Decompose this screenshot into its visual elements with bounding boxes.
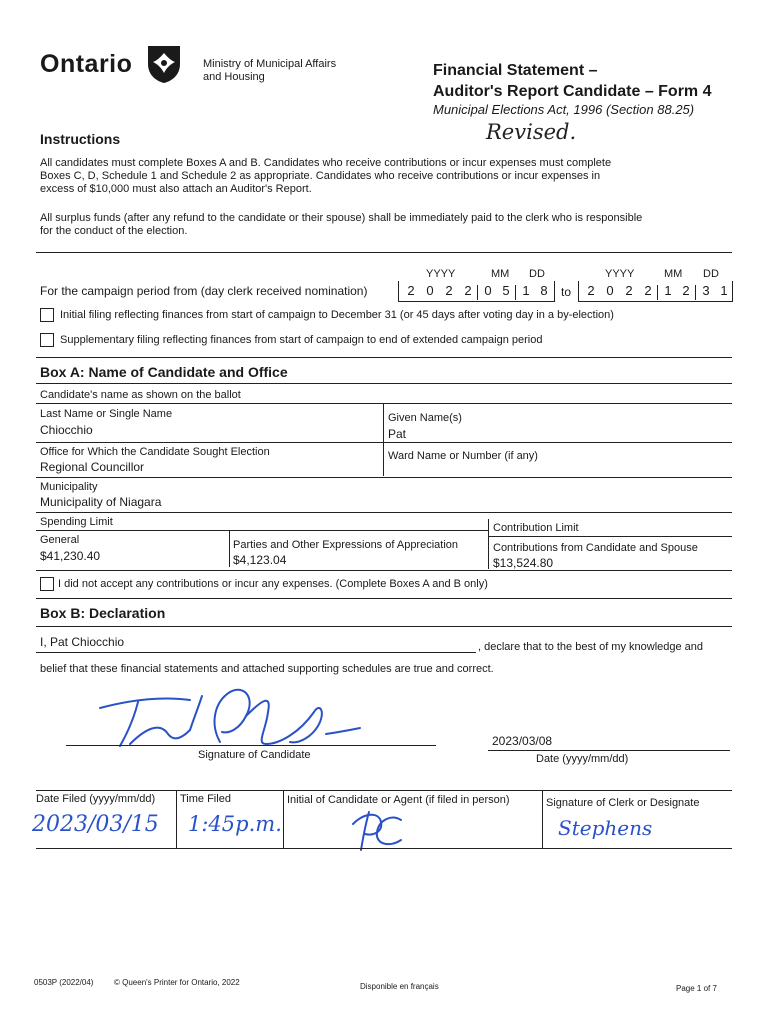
from-digit: 8: [540, 283, 548, 298]
from-digit: 2: [407, 283, 415, 298]
divider: [36, 570, 732, 571]
given-name-value[interactable]: Pat: [388, 427, 407, 441]
divider: [36, 598, 732, 599]
last-name-value[interactable]: Chiocchio: [40, 423, 93, 437]
from-digit: 0: [426, 283, 434, 298]
to-digit: 2: [682, 283, 690, 298]
signature-label: Signature of Candidate: [198, 749, 311, 761]
ballot-name-note: Candidate's name as shown on the ballot: [40, 389, 241, 401]
to-mm-label: MM: [664, 268, 683, 280]
instructions-heading: Instructions: [40, 131, 121, 147]
last-name-label: Last Name or Single Name: [40, 408, 173, 420]
time-filed-cell[interactable]: [180, 790, 280, 848]
to-yyyy-label: YYYY: [605, 268, 635, 280]
from-digit: 5: [502, 283, 510, 298]
initial-handwritten-icon: [345, 806, 405, 854]
municipality-label: Municipality: [40, 481, 98, 493]
to-label: to: [561, 285, 572, 299]
divider: [36, 477, 732, 478]
municipality-value[interactable]: Municipality of Niagara: [40, 495, 162, 509]
copyright: © Queen's Printer for Ontario, 2022: [114, 978, 240, 987]
parties-limit-label: Parties and Other Expressions of Appreciation: [233, 539, 459, 551]
divider: [36, 442, 732, 443]
supplementary-filing-label: Supplementary filing reflecting finances from start of campaign to end of extended campaign period: [60, 334, 543, 346]
divider: [36, 357, 732, 358]
divider: [36, 626, 732, 627]
date-filed-label: Date Filed (yyyy/mm/dd): [36, 793, 156, 805]
contributions-label: Contributions from Candidate and Spouse: [493, 542, 698, 554]
time-filed-handwritten: 1:45p.m.: [188, 812, 282, 836]
to-dd-label: DD: [703, 268, 719, 280]
general-limit-value[interactable]: $41,230.40: [40, 549, 101, 563]
from-date-field[interactable]: [398, 281, 555, 302]
from-yyyy-label: YYYY: [426, 268, 456, 280]
declarant-name[interactable]: I, Pat Chiocchio: [40, 635, 125, 649]
handwritten-revised-note: Revised.: [486, 120, 577, 144]
form-number: 0503P (2022/04): [34, 978, 94, 987]
ward-label: Ward Name or Number (if any): [388, 450, 538, 462]
initial-filing-label: Initial filing reflecting finances from start of campaign to December 31 (or 45 days after voting day in a by-election): [60, 309, 614, 321]
from-mm-label: MM: [491, 268, 510, 280]
field-separator: [695, 285, 696, 300]
declaration-text: , declare that to the best of my knowledge and: [478, 641, 704, 653]
given-name-label: Given Name(s): [388, 412, 462, 424]
declarant-underline: [36, 652, 476, 653]
to-digit: 2: [625, 283, 633, 298]
to-digit: 0: [606, 283, 614, 298]
no-contributions-label: I did not accept any contributions or incur any expenses. (Complete Boxes A and B only): [58, 578, 488, 590]
to-digit: 1: [664, 283, 672, 298]
office-label: Office for Which the Candidate Sought Election: [40, 446, 270, 458]
field-separator: [515, 285, 516, 300]
campaign-period-label: For the campaign period from (day clerk received nomination): [40, 284, 368, 298]
to-digit: 2: [644, 283, 652, 298]
column-divider: [283, 790, 284, 848]
declaration-date-label: Date (yyyy/mm/dd): [536, 753, 629, 765]
to-digit: 1: [720, 283, 728, 298]
trillium-logo-icon: [146, 44, 182, 84]
supplementary-filing-checkbox[interactable]: [40, 333, 54, 347]
contribution-limit-label: Contribution Limit: [493, 522, 579, 534]
column-divider: [542, 790, 543, 848]
form-title: Financial Statement – Auditor's Report Candidate – Form 4: [433, 62, 712, 100]
divider: [36, 848, 732, 849]
general-limit-label: General: [40, 534, 80, 546]
from-digit: 2: [464, 283, 472, 298]
field-separator: [477, 285, 478, 300]
candidate-signature-icon: [90, 672, 370, 754]
divider: [489, 536, 732, 537]
parties-limit-value[interactable]: $4,123.04: [233, 553, 287, 567]
form-subtitle: Municipal Elections Act, 1996 (Section 88.25): [433, 102, 695, 117]
divider: [36, 383, 732, 384]
divider: [36, 530, 488, 531]
declaration-date-value[interactable]: 2023/03/08: [492, 734, 553, 748]
column-divider: [383, 444, 384, 476]
spending-limit-label: Spending Limit: [40, 516, 113, 528]
date-filed-cell[interactable]: [32, 790, 176, 848]
date-line: [488, 750, 730, 751]
no-contributions-checkbox[interactable]: [40, 577, 54, 591]
to-date-field[interactable]: [578, 281, 733, 302]
from-digit: 2: [445, 283, 453, 298]
initial-label: Initial of Candidate or Agent (if filed in person): [287, 794, 510, 806]
to-digit: 3: [702, 283, 710, 298]
box-b-heading: Box B: Declaration: [40, 605, 166, 621]
initial-filing-checkbox[interactable]: [40, 308, 54, 322]
to-digit: 2: [587, 283, 595, 298]
from-digit: 1: [522, 283, 530, 298]
column-divider: [488, 519, 489, 569]
clerk-signature-cell[interactable]: [546, 790, 732, 848]
divider: [36, 403, 732, 404]
box-a-heading: Box A: Name of Candidate and Office: [40, 364, 288, 380]
french-availability: Disponible en français: [360, 982, 439, 991]
divider: [36, 252, 732, 253]
divider: [36, 512, 732, 513]
belief-statement: belief that these financial statements and attached supporting schedules are true and correct.: [40, 663, 494, 675]
clerk-signature-label: Signature of Clerk or Designate: [546, 797, 700, 809]
instructions-paragraph-2: All surplus funds (after any refund to the candidate or their spouse) shall be immediately paid to the clerk who is responsible for the conduct of the election.: [40, 212, 643, 237]
from-dd-label: DD: [529, 268, 545, 280]
office-value[interactable]: Regional Councillor: [40, 460, 145, 474]
signature-line: [66, 745, 436, 746]
contributions-value[interactable]: $13,524.80: [493, 556, 554, 570]
from-digit: 0: [484, 283, 492, 298]
ontario-wordmark: Ontario: [40, 50, 133, 78]
initial-cell[interactable]: [287, 790, 537, 848]
column-divider: [229, 531, 230, 567]
clerk-signature-handwritten: Stephens: [558, 816, 653, 840]
page-number: Page 1 of 7: [676, 984, 717, 993]
ministry-name: Ministry of Municipal Affairs and Housing: [203, 58, 337, 83]
field-separator: [657, 285, 658, 300]
time-filed-label: Time Filed: [180, 793, 231, 805]
column-divider: [176, 790, 177, 848]
instructions-paragraph-1: All candidates must complete Boxes A and B. Candidates who receive contributions or incur expenses must complete Boxes C, D, Schedule 1 and Schedule 2 as appropriate. Candidates who receive contributions or incur expenses in excess of $10,000 must also attach an Auditor's Report.: [40, 157, 612, 195]
date-filed-handwritten: 2023/03/15: [32, 812, 159, 837]
